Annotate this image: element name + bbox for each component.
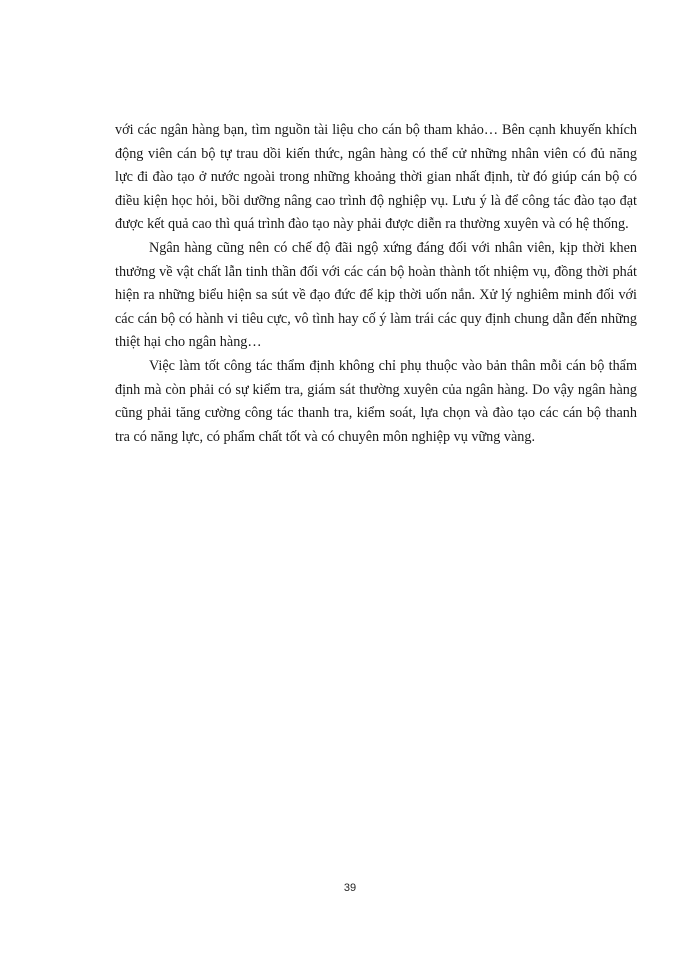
page-number: 39 bbox=[343, 882, 357, 894]
body-text bbox=[115, 119, 637, 449]
paragraph-3: Việc làm tốt công tác thẩm định không chỉ phụ thuộc vào bản thân mỗi cán bộ thẩm định mà còn phải có sự kiểm tra, giám sát thường xuyên của ngân hàng. Do vậy ngân hàng cũng phải tăng cường công tác thanh tra, kiểm soát, lựa chọn và đào tạo các cán bộ thanh tra có năng lực, có phẩm chất tốt và có chuyên môn nghiệp vụ vững vàng. bbox=[115, 357, 637, 445]
paragraph-2: Ngân hàng cũng nên có chế độ đãi ngộ xứng đáng đối với nhân viên, kịp thời khen thưởng về vật chất lẫn tinh thần đối với các cán bộ hoàn thành tốt nhiệm vụ, đồng thời phát hiện ra những biểu hiện sa sút về đạo đức để kịp thời uốn nắn. Xử lý nghiêm minh đối với các cán bộ có hành vi tiêu cực, vô tình hay cố ý làm trái các quy định chung dẫn đến những thiệt hại cho ngân hàng… bbox=[115, 239, 637, 351]
paragraph-1: với các ngân hàng bạn, tìm nguồn tài liệu cho cán bộ tham khảo… Bên cạnh khuyến khích động viên cán bộ tự trau dồi kiến thức, ngân hàng có thể cử những nhân viên có đủ năng lực đi đào tạo ở nước ngoài trong những khoảng thời gian nhất định, từ đó giúp cán bộ có điều kiện học hỏi, bồi dưỡng nâng cao trình độ nghiệp vụ. Lưu ý là để công tác đào tạo đạt được kết quả cao thì quá trình đào tạo này phải được diễn ra thường xuyên và có hệ thống. bbox=[115, 122, 637, 233]
